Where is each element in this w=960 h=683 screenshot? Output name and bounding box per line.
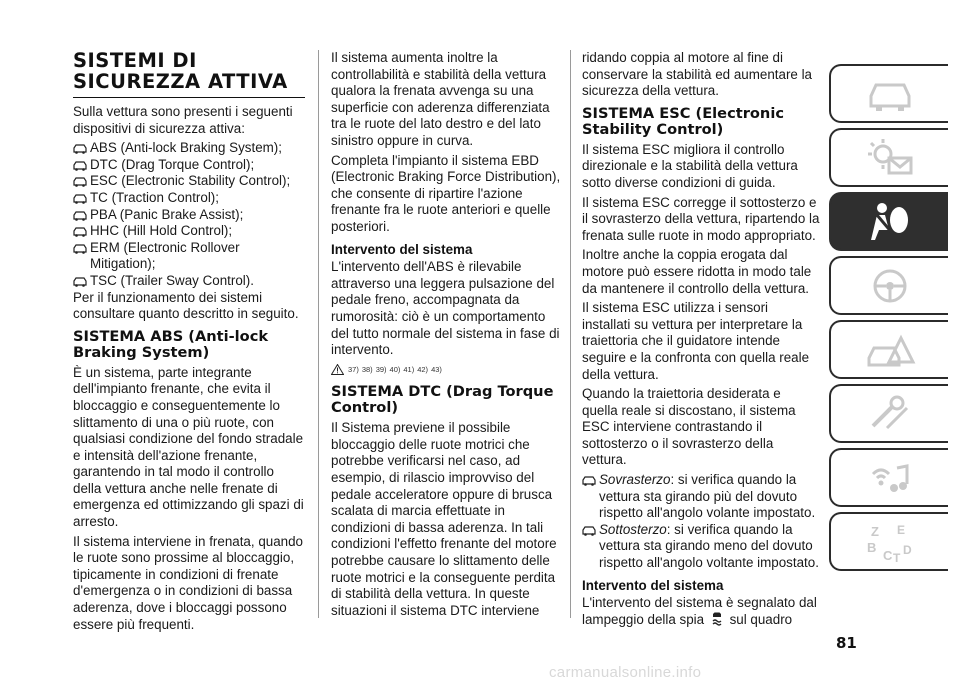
systems-bullet-list — [73, 140, 305, 289]
abs-paragraph-1: È un sistema, parte integrante dell'impianto frenante, che evita il bloccaggio e conseguentemente lo slittamento di una o più ruote, con qualsiasi condizione del fondo stradale e intensità dell'azione frenante, garantendo in tal modo il controllo della vettura anche nelle frenate di emergenza ed ottimizzando gli spazi di arresto. — [73, 364, 304, 530]
section-title-active-safety: SISTEMI DI SICUREZZA ATTIVA — [73, 49, 288, 93]
oversteer-bullet — [582, 472, 820, 522]
list-item — [73, 173, 305, 190]
abs-intervention-subtitle: Intervento del sistema — [331, 241, 473, 257]
understeer-text — [599, 522, 820, 572]
car-bullet-icon — [73, 277, 87, 287]
reference-number: 41) — [403, 364, 415, 374]
reference-numbers — [348, 362, 445, 379]
list-item-text: HHC (Hill Hold Control); — [90, 223, 233, 239]
dtc-section-title: SISTEMA DTC (Drag Torque Control) — [331, 383, 554, 417]
index-letter: Z — [870, 523, 879, 539]
reference-number: 42) — [417, 364, 429, 374]
list-item-text: ESC (Electronic Stability Control); — [90, 173, 291, 189]
column-middle — [331, 50, 561, 622]
car-bullet-icon — [73, 144, 87, 154]
list-item — [73, 157, 305, 174]
car-bullet-icon — [73, 227, 87, 237]
list-item — [73, 207, 305, 224]
column-divider — [318, 50, 319, 618]
tab-safety[interactable] — [829, 192, 948, 251]
tab-start-driving[interactable] — [829, 256, 948, 315]
emergency-icon — [863, 328, 917, 372]
car-bullet-icon — [73, 161, 87, 171]
esc-paragraph-4: Il sistema ESC utilizza i sensori installati su vettura per interpretare la traiettoria che il guidatore intende seguire e la confronta con quella reale della vettura. — [582, 300, 810, 382]
tab-maintenance[interactable] — [829, 384, 948, 443]
car-bullet-icon — [73, 244, 87, 254]
car-bullet-icon — [582, 526, 596, 536]
list-item — [73, 273, 305, 290]
esc-paragraph-5: Quando la traiettoria desiderata e quella reale si discostano, il sistema ESC interviene contrastando il sottosterzo o il sovrasterzo della vettura. — [582, 386, 796, 468]
after-list-paragraph: Per il funzionamento dei sistemi consultare quanto descritto in seguito. — [73, 289, 299, 322]
oversteer-definition: : si verifica quando la vettura sta girando più del dovuto rispetto all'angolo volante impostato. — [599, 472, 816, 521]
index-letter: T — [892, 550, 900, 564]
list-item-text: DTC (Drag Torque Control); — [90, 156, 255, 172]
ebd-paragraph: Completa l'impianto il sistema EBD (Electronic Braking Force Distribution), che consente di ripartire l'azione frenante fra le ruote anteriori e quelle posteriori. — [331, 152, 561, 234]
reference-number: 39) — [375, 364, 387, 374]
abs-intervention-paragraph: L'intervento dell'ABS è rilevabile attraverso una leggera pulsazione del pedale freno, accompagnata da rumorosità: ciò è un comportamento del tutto normale del sistema in fase di intervento. — [331, 259, 560, 358]
title-rule — [73, 97, 305, 98]
page-number: 81 — [836, 634, 857, 652]
warning-references — [331, 362, 561, 379]
column-divider — [570, 50, 571, 618]
reference-number: 38) — [361, 364, 373, 374]
index-letter: D — [902, 542, 912, 557]
esc-intervention-subtitle: Intervento del sistema — [582, 577, 724, 593]
multimedia-icon — [863, 456, 917, 500]
list-item — [73, 140, 305, 157]
abs-paragraph-2: Il sistema interviene in frenata, quando le ruote sono prossime al bloccaggio, tipicamente in condizioni di frenate d'emergenza o in condizioni di bassa aderenza, dove i bloccaggi possono essere più frequenti. — [73, 533, 304, 632]
index-letter: E — [896, 522, 905, 537]
understeer-definition: : si verifica quando la vettura sta girando meno del dovuto rispetto all'angolo voltante impostato. — [599, 521, 819, 571]
list-item — [73, 240, 305, 273]
car-bullet-icon — [73, 211, 87, 221]
oversteer-text — [599, 472, 820, 522]
reference-number: 43) — [431, 364, 442, 374]
tab-multimedia[interactable] — [829, 448, 948, 507]
list-item-text: TSC (Trailer Sway Control). — [90, 272, 254, 288]
car-bullet-icon — [73, 177, 87, 187]
reference-number: 37) — [348, 364, 359, 374]
abs-section-title: SISTEMA ABS (Anti-lock Braking System) — [73, 327, 269, 361]
esc-intervention-text-a: L'intervento del sistema è segnalato dal lampeggio della spia — [582, 595, 817, 627]
car-info-icon — [863, 72, 917, 116]
index-letter: C — [882, 547, 892, 563]
list-item-text: TC (Traction Control); — [90, 189, 219, 205]
list-item — [73, 223, 305, 240]
tab-warning-lights[interactable] — [829, 128, 948, 187]
abs-paragraph-3: Il sistema aumenta inoltre la controllabilità e stabilità della vettura qualora la frenata avvenga su una superficie con aderenza differenziata tra le ruote del lato destro e del lato sinistro oppure in curva. — [331, 50, 550, 148]
column-left — [73, 50, 305, 636]
reference-number: 40) — [389, 364, 401, 374]
tab-emergency[interactable] — [829, 320, 948, 379]
dtc-paragraph: Il Sistema previene il possibile bloccaggio delle ruote motrici che potrebbe verificarsi nel caso, ad esempio, di rilascio improvviso del pedale acceleratore oppure di brusca scalata di marcia effettuate in condizioni di bassa aderenza. In tali condizioni l'effetto frenante del motore potrebbe causare lo slittamento delle ruote motrici e la conseguente perdita di stabilità della vettura. In queste situazioni il sistema DTC interviene — [331, 420, 557, 618]
maintenance-icon — [863, 392, 917, 436]
esc-intervention-text-b: sul quadro — [729, 611, 793, 627]
tab-car-info[interactable] — [829, 64, 948, 123]
index-letter: B — [866, 539, 876, 555]
watermark: carmanualsonline.info — [549, 664, 702, 681]
warning-lights-icon — [863, 136, 917, 180]
car-bullet-icon — [582, 476, 596, 486]
esc-warning-light-icon — [710, 612, 724, 626]
warning-triangle-icon — [331, 364, 344, 375]
chapter-tabs — [829, 64, 948, 576]
car-bullet-icon — [73, 194, 87, 204]
esc-paragraph-1: Il sistema ESC migliora il controllo direzionale e la stabilità della vettura sotto diverse condizioni di guida. — [582, 141, 798, 190]
dtc-paragraph-end: ridando coppia al motore al fine di conservare la stabilità ed aumentare la sicurezza della vettura. — [582, 50, 813, 99]
understeer-bullet — [582, 522, 820, 572]
column-right — [582, 50, 820, 631]
oversteer-term: Sovrasterzo — [599, 472, 671, 488]
list-item-text: ERM (Electronic Rollover Mitigation); — [90, 239, 240, 272]
esc-intervention-paragraph — [582, 595, 820, 628]
start-driving-icon — [863, 264, 917, 308]
understeer-term: Sottosterzo — [599, 521, 667, 537]
list-item-text: PBA (Panic Brake Assist); — [90, 206, 244, 222]
safety-airbag-icon — [863, 200, 917, 244]
intro-paragraph: Sulla vettura sono presenti i seguenti dispositivi di sicurezza attiva: — [73, 104, 293, 136]
index-icon — [863, 520, 917, 564]
esc-paragraph-3: Inoltre anche la coppia erogata dal motore può essere ridotta in modo tale da mantenere il controllo della vettura. — [582, 247, 812, 296]
esc-section-title: SISTEMA ESC (Electronic Stability Control) — [582, 104, 784, 138]
list-item — [73, 190, 305, 207]
list-item-text: ABS (Anti-lock Braking System); — [90, 140, 282, 156]
esc-paragraph-2: Il sistema ESC corregge il sottosterzo e il sovrasterzo della vettura, ripartendo la frenata sulle ruote in modo appropriato. — [582, 194, 820, 243]
tab-index[interactable] — [829, 512, 948, 571]
